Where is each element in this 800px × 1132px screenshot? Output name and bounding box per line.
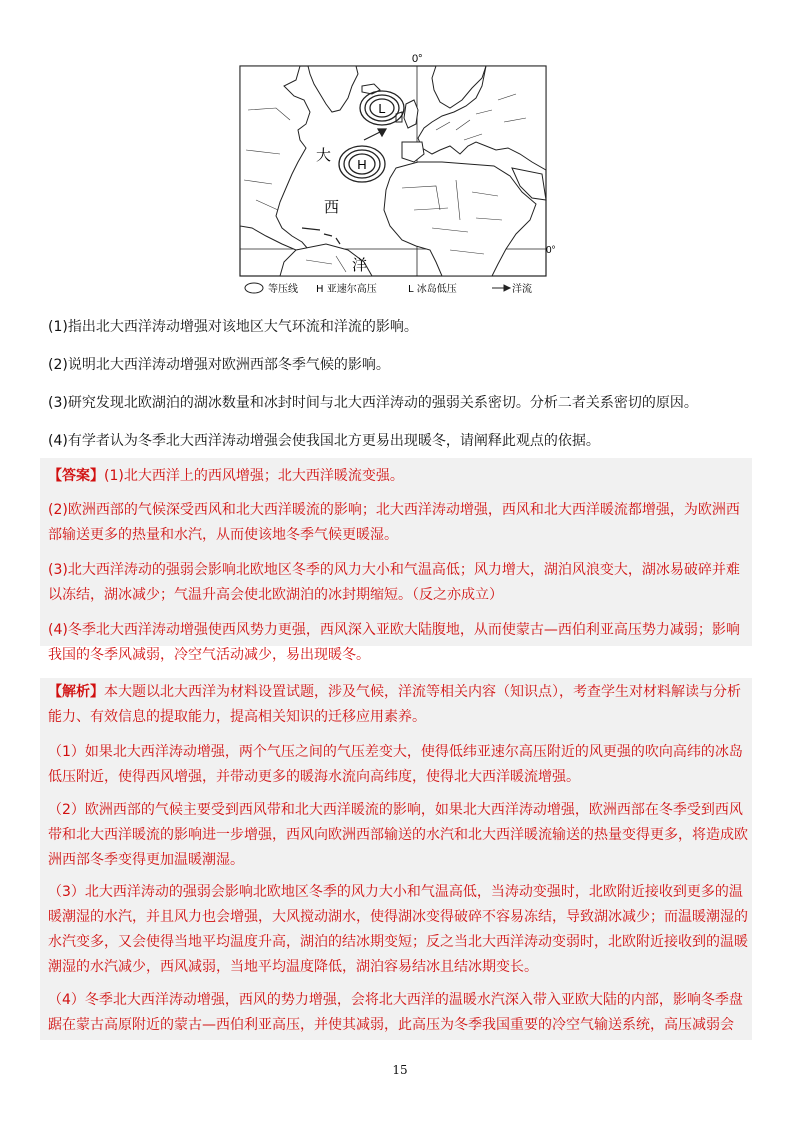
question-3: (3)研究发现北欧湖泊的湖冰数量和冰封时间与北大西洋涛动的强弱关系密切。分析二者关系密切的原因。 [48, 395, 698, 411]
legend-iceland-low: L 冰岛低压 [408, 284, 457, 295]
atlantic-map-figure [236, 50, 556, 302]
current-legend-arrow-icon [492, 285, 510, 291]
map-legend [245, 282, 532, 295]
answer-2: (2)欧洲西部的气候深受西风和北大西洋暖流的影响；北大西洋涛动增强，西风和北大西洋暖流都增强，为欧洲西部输送更多的热量和水汽，从而使该地冬季气候更暖湿。 [48, 502, 740, 543]
answer-4: (4)冬季北大西洋涛动增强使西风势力更强，西风深入亚欧大陆腹地，从而使蒙古—西伯利亚高压势力减弱；影响我国的冬季风减弱，冷空气活动减少，易出现暖冬。 [48, 622, 740, 663]
equator-zero-label: 0° [546, 245, 556, 256]
answer-1: (1)北大西洋上的西风增强；北大西洋暖流变强。 [104, 468, 404, 484]
meridian-zero-label: 0° [412, 53, 423, 65]
analysis-p3: （3）北大西洋涛动的强弱会影响北欧地区冬季的风力大小和气温高低，当涛动变强时，北欧附近接收到更多的温暖潮湿的水汽，并且风力也会增强，大风搅动湖水，使得湖冰变得破碎不容易冻结，导致湖冰减少；而温暖潮湿的水汽变多，又会使得当地平均温度升高，湖泊的结冰期变短；反之当北大西洋涛动变弱时，北欧附近接收到的温暖潮湿的水汽减少，西风减弱，当地平均温度降低，湖泊容易结冰且结冰期变长。 [48, 884, 748, 975]
analysis-label: 【解析】 [48, 684, 104, 700]
question-2: (2)说明北大西洋涛动增强对欧洲西部冬季气候的影响。 [48, 357, 390, 373]
isobar-legend-icon [245, 283, 263, 293]
analysis-intro-line [48, 680, 748, 730]
analysis-p4: （4）冬季北大西洋涛动增强，西风的势力增强，会将北大西洋的温暖水汽深入带入亚欧大陆的内部，影响冬季盘踞在蒙古高原附近的蒙古—西伯利亚高压，并使其减弱，此高压为冬季我国重要的冷空气输送系统，高压减弱会 [48, 992, 743, 1033]
question-1: (1)指出北大西洋涛动增强对该地区大气环流和洋流的影响。 [48, 319, 418, 335]
question-4: (4)有学者认为冬季北大西洋涛动增强会使我国北方更易出现暖冬，请阐释此观点的依据。 [48, 433, 600, 449]
analysis-p2: （2）欧洲西部的气候主要受到西风带和北大西洋暖流的影响，如果北大西洋涛动增强，欧洲西部在冬季受到西风带和北大西洋暖流的影响进一步增强，西风向欧洲西部输送的水汽和北大西洋暖流输送的热量变得更多，将造成欧洲西部冬季变得更加温暖潮湿。 [48, 802, 748, 868]
map-svg [236, 50, 556, 302]
iceland-low-label: L [378, 101, 386, 116]
azores-high-label: H [357, 157, 367, 172]
ocean-char-da: 大 [316, 146, 332, 164]
legend-current: 洋流 [512, 284, 532, 295]
page-number: 15 [392, 1063, 408, 1077]
answer-3: (3)北大西洋涛动的强弱会影响北欧地区冬季的风力大小和气温高低；风力增大，湖泊风浪变大，湖冰易破碎并难以冻结，湖冰减少；气温升高会使北欧湖泊的冰封期缩短。（反之亦成立） [48, 562, 740, 603]
answer-label: 【答案】 [48, 468, 104, 484]
ocean-char-xi: 西 [324, 198, 340, 216]
answer-line-1 [48, 464, 748, 489]
analysis-intro: 本大题以北大西洋为材料设置试题，涉及气候，洋流等相关内容（知识点），考查学生对材料解读与分析能力、有效信息的提取能力，提高相关知识的迁移应用素养。 [48, 684, 741, 725]
analysis-p1: （1）如果北大西洋涛动增强，两个气压之间的气压差变大，使得低纬亚速尔高压附近的风更强的吹向高纬的冰岛低压附近，使得西风增强，并带动更多的暖海水流向高纬度，使得北大西洋暖流增强。 [48, 744, 743, 785]
ocean-char-yang: 洋 [352, 256, 368, 274]
legend-azores-high: H 亚速尔高压 [316, 284, 377, 295]
legend-isobar: 等压线 [268, 284, 298, 295]
